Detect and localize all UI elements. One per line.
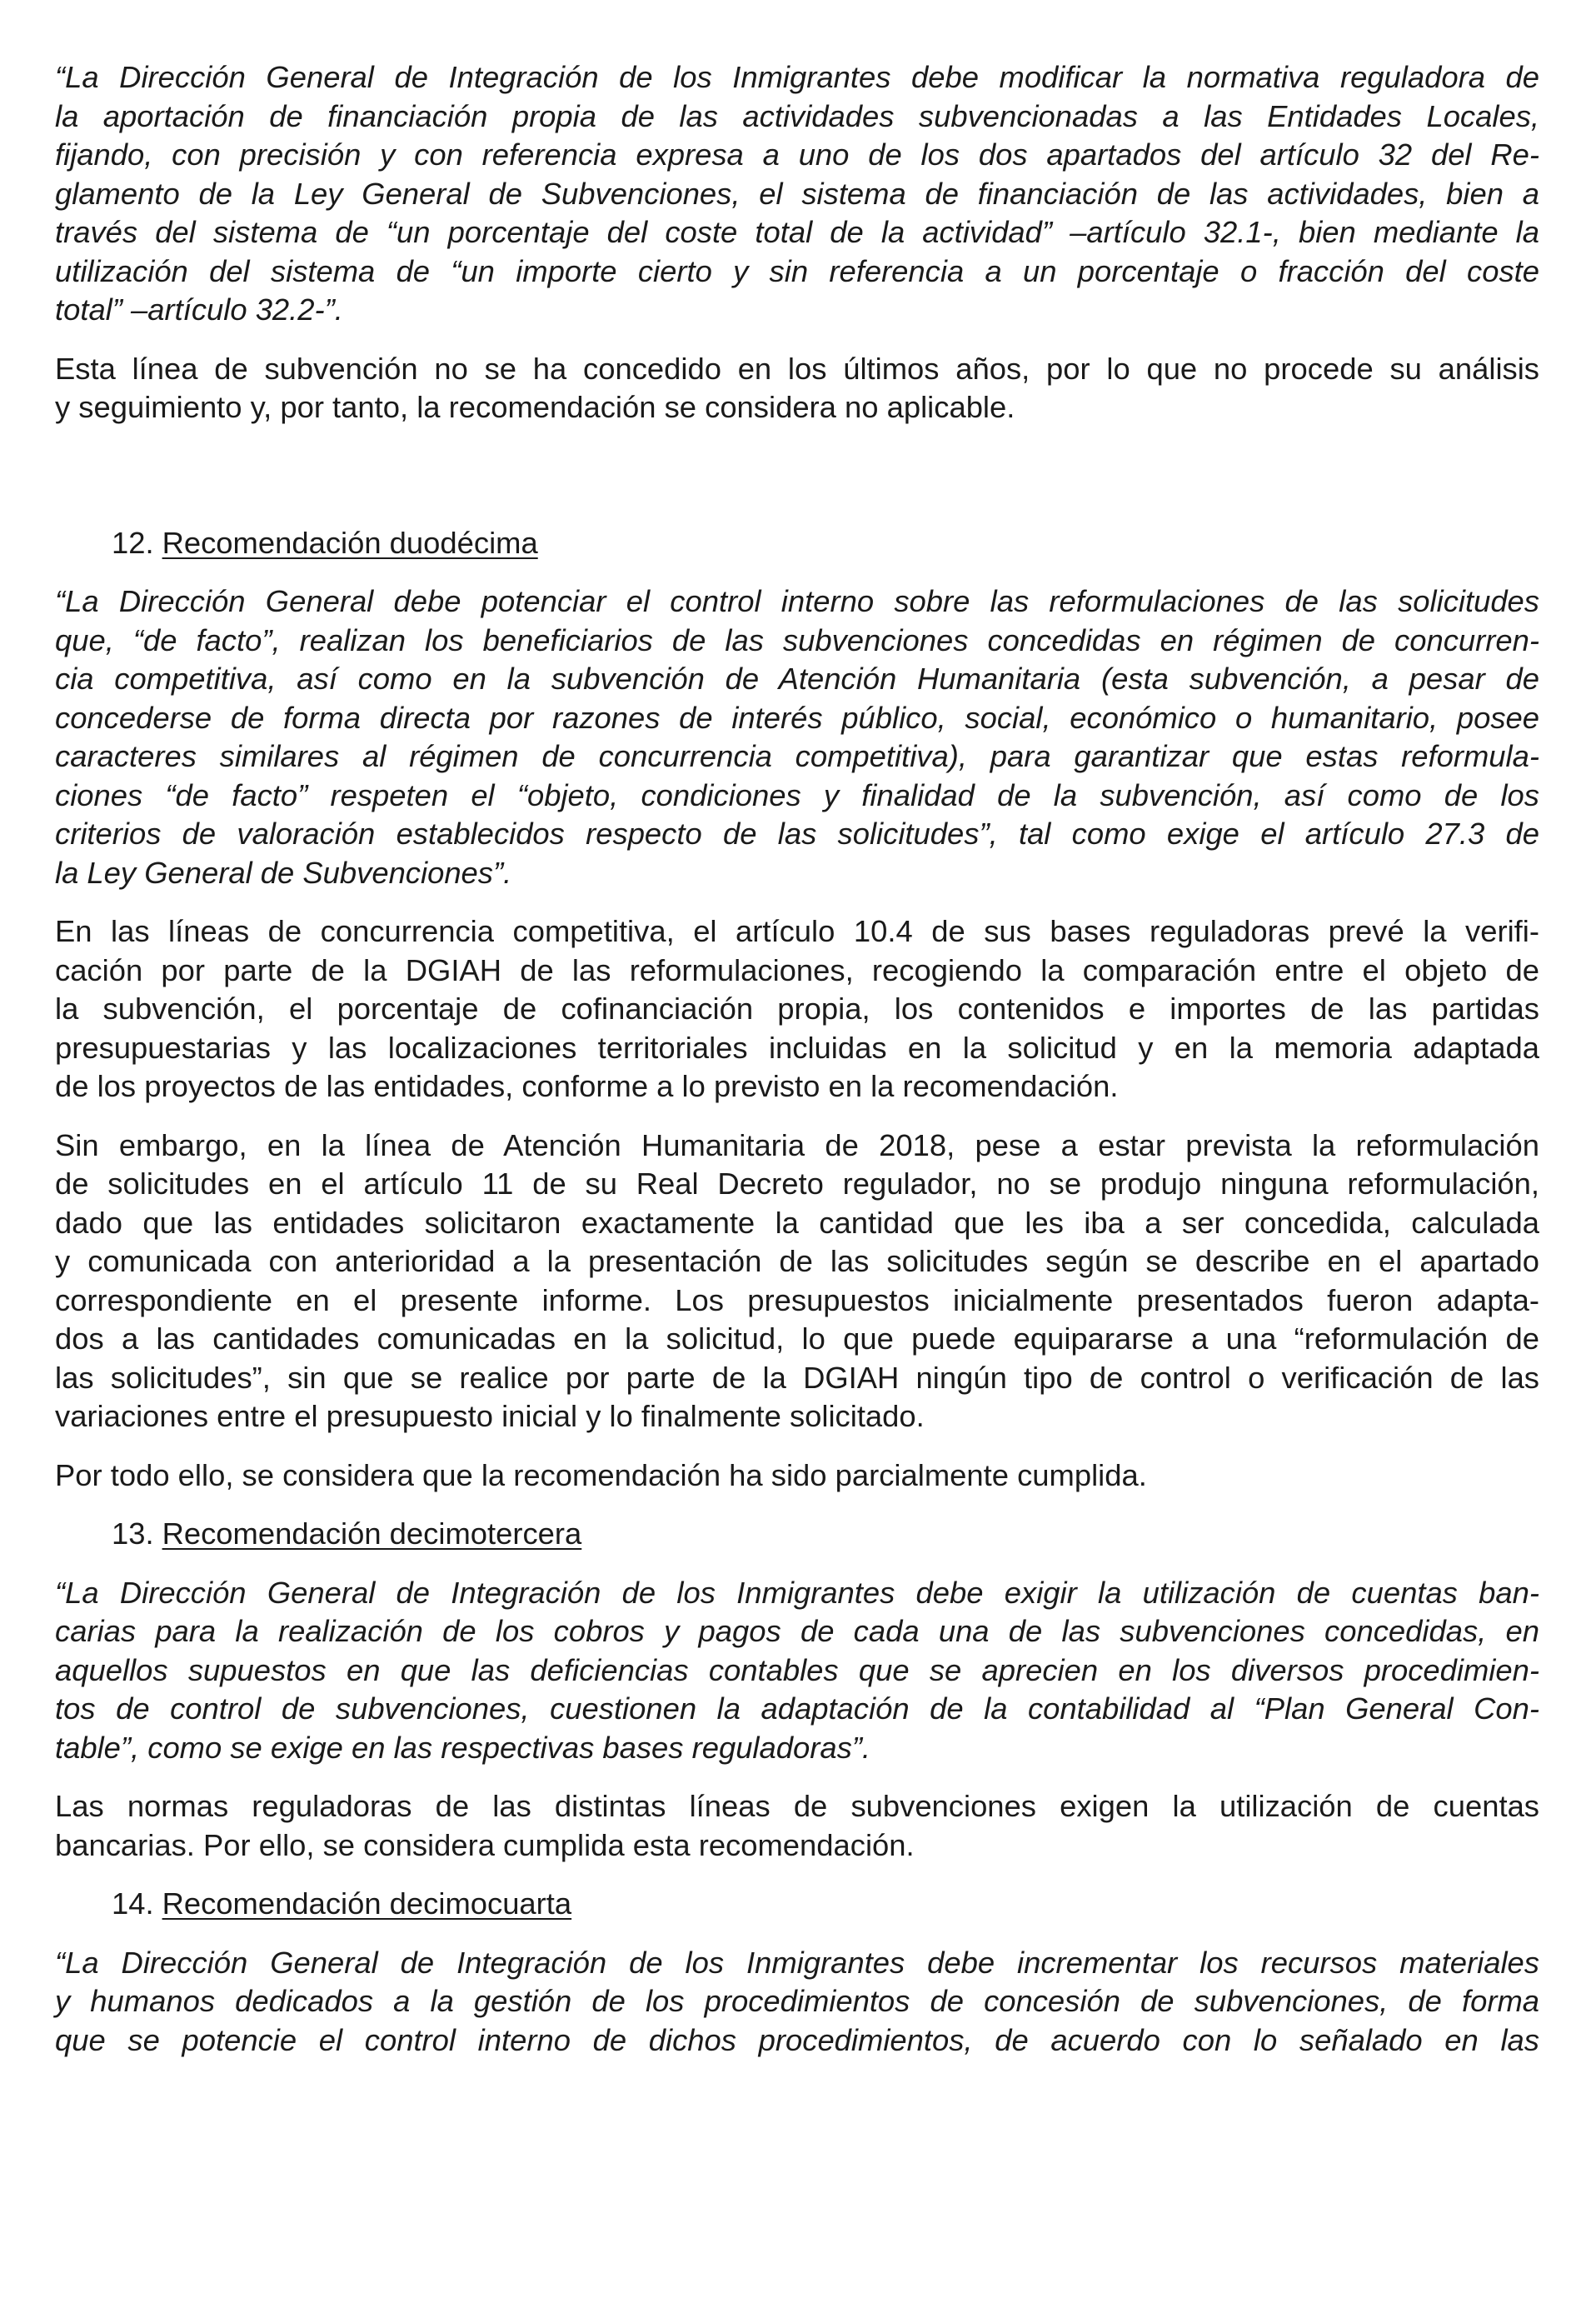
text-line: través del sistema de “un porcentaje del coste total de la actividad” –artículo 32.1-, bien mediante la <box>55 215 1539 249</box>
quote-paragraph <box>55 58 1539 330</box>
text-line: y seguimiento y, por tanto, la recomendación se considera no aplicable. <box>55 390 1015 424</box>
section-title: Recomendación decimocuarta <box>162 1886 572 1921</box>
section-heading <box>55 1515 1539 1554</box>
text-line: de los proyectos de las entidades, conforme a lo previsto en la recomendación. <box>55 1069 1119 1103</box>
text-line: que, “de facto”, realizan los beneficiarios de las subvenciones concedidas en régimen de concurren- <box>55 622 1539 657</box>
body-paragraph <box>55 1456 1539 1496</box>
text-line: “La Dirección General de Integración de los Inmigrantes debe exigir la utilización de cuentas ban- <box>55 1575 1539 1610</box>
text-line: Por todo ello, se considera que la recomendación ha sido parcialmente cumplida. <box>55 1457 1147 1492</box>
text-line: cia competitiva, así como en la subvención de Atención Humanitaria (esta subvención, a pesar de <box>55 662 1539 696</box>
body-paragraph <box>55 350 1539 427</box>
text-line: table”, como se exige en las respectivas bases reguladoras”. <box>55 1730 871 1765</box>
text-line: fijando, con precisión y con referencia expresa a uno de los dos apartados del artículo 32 del Re- <box>55 137 1539 172</box>
text-line: dado que las entidades solicitaron exactamente la cantidad que les iba a ser concedida, calculada <box>55 1205 1539 1240</box>
text-line: criterios de valoración establecidos respecto de las solicitudes”, tal como exige el artículo 27.3 de <box>55 817 1539 851</box>
section-title: Recomendación decimotercera <box>162 1516 582 1551</box>
text-line: la subvención, el porcentaje de cofinanciación propia, los contenidos e importes de las partidas <box>55 992 1539 1026</box>
quote-paragraph <box>55 1944 1539 2061</box>
body-paragraph <box>55 912 1539 1107</box>
text-line: bancarias. Por ello, se considera cumplida esta recomendación. <box>55 1827 915 1862</box>
text-line: Sin embargo, en la línea de Atención Humanitaria de 2018, pese a estar prevista la reformulación <box>55 1127 1539 1162</box>
body-paragraph <box>55 1127 1539 1436</box>
text-line: utilización del sistema de “un importe cierto y sin referencia a un porcentaje o fracción del coste <box>55 253 1539 288</box>
section-number: 12. <box>112 525 154 560</box>
text-line: y comunicada con anterioridad a la presentación de las solicitudes según se describe en el apartado <box>55 1244 1539 1278</box>
text-line: de solicitudes en el artículo 11 de su Real Decreto regulador, no se produjo ninguna reformulación, <box>55 1166 1539 1201</box>
text-line: “La Dirección General debe potenciar el control interno sobre las reformulaciones de las solicitudes <box>55 584 1539 618</box>
text-line: la Ley General de Subvenciones”. <box>55 855 512 890</box>
text-line: correspondiente en el presente informe. Los presupuestos inicialmente presentados fueron adapta- <box>55 1282 1539 1317</box>
section-number: 14. <box>112 1886 154 1921</box>
section-heading <box>55 1885 1539 1924</box>
text-line: variaciones entre el presupuesto inicial y lo finalmente solicitado. <box>55 1399 925 1433</box>
text-line: concederse de forma directa por razones de interés público, social, económico o humanitario, posee <box>55 700 1539 735</box>
section-number: 13. <box>112 1516 154 1551</box>
text-line: aquellos supuestos en que las deficiencias contables que se aprecien en los diversos procedimien- <box>55 1652 1539 1687</box>
text-line: tos de control de subvenciones, cuestionen la adaptación de la contabilidad al “Plan General Con- <box>55 1691 1539 1726</box>
text-line: Las normas reguladoras de las distintas líneas de subvenciones exigen la utilización de cuentas <box>55 1789 1539 1823</box>
text-line: y humanos dedicados a la gestión de los procedimientos de concesión de subvenciones, de forma <box>55 1984 1539 2018</box>
text-line: presupuestarias y las localizaciones territoriales incluidas en la solicitud y en la memoria adaptada <box>55 1030 1539 1065</box>
text-line: “La Dirección General de Integración de los Inmigrantes debe modificar la normativa reguladora de <box>55 60 1539 94</box>
text-line: que se potencie el control interno de dichos procedimientos, de acuerdo con lo señalado en las <box>55 2022 1539 2057</box>
quote-paragraph <box>55 582 1539 892</box>
quote-paragraph <box>55 1574 1539 1768</box>
text-line: las solicitudes”, sin que se realice por parte de la DGIAH ningún tipo de control o verificación de las <box>55 1360 1539 1395</box>
section-title: Recomendación duodécima <box>162 525 538 560</box>
text-line: En las líneas de concurrencia competitiva, el artículo 10.4 de sus bases reguladoras prevé la verifi- <box>55 914 1539 948</box>
text-line: dos a las cantidades comunicadas en la solicitud, lo que puede equipararse a una “reformulación de <box>55 1321 1539 1356</box>
document-page <box>55 58 1539 2060</box>
text-line: la aportación de financiación propia de las actividades subvencionadas a las Entidades Locales, <box>55 98 1539 133</box>
text-line: ciones “de facto” respeten el “objeto, condiciones y finalidad de la subvención, así como de los <box>55 777 1539 812</box>
text-line: Esta línea de subvención no se ha concedido en los últimos años, por lo que no procede su análisis <box>55 351 1539 386</box>
text-line: total” –artículo 32.2-”. <box>55 292 343 327</box>
text-line: cación por parte de la DGIAH de las reformulaciones, recogiendo la comparación entre el objeto de <box>55 952 1539 987</box>
body-paragraph <box>55 1787 1539 1865</box>
text-line: caracteres similares al régimen de concurrencia competitiva), para garantizar que estas reformula- <box>55 739 1539 773</box>
section-heading <box>55 524 1539 563</box>
text-line: glamento de la Ley General de Subvenciones, el sistema de financiación de las actividades, bien a <box>55 176 1539 211</box>
text-line: “La Dirección General de Integración de los Inmigrantes debe incrementar los recursos materiales <box>55 1945 1539 1980</box>
text-line: carias para la realización de los cobros y pagos de cada una de las subvenciones concedidas, en <box>55 1614 1539 1648</box>
